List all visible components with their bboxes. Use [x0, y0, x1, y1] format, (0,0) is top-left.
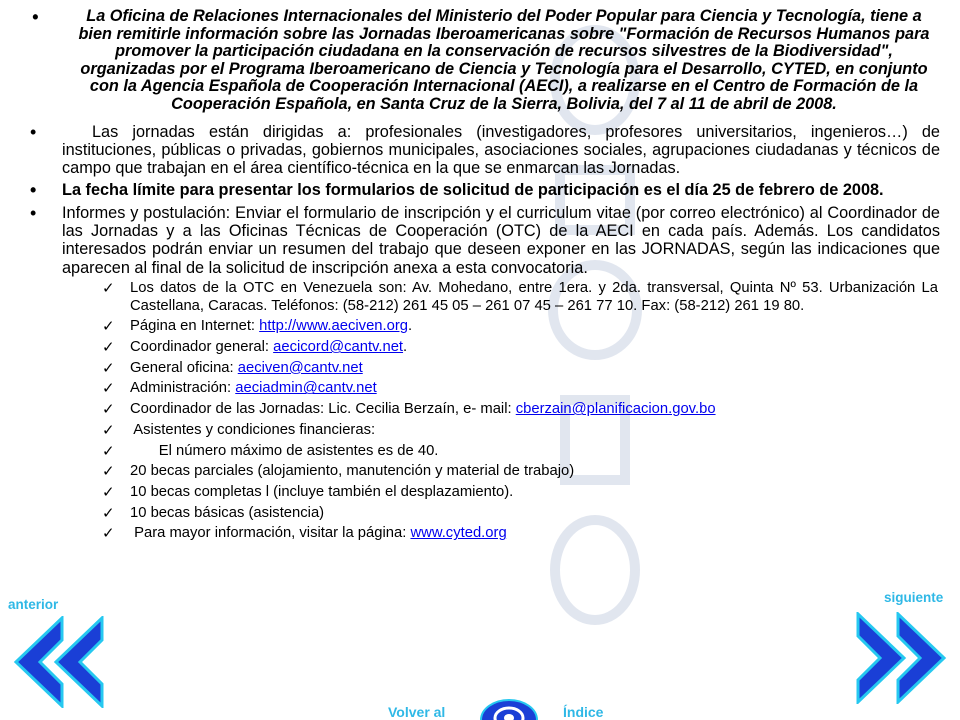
checklist-item-jornadas-coordinator [102, 401, 938, 418]
checkmark-icon: ✓ [102, 421, 115, 439]
jornadas-coordinator-label: Coordinador de las Jornadas: Lic. Cecilia Berzaín, e- mail: [130, 401, 516, 418]
checklist-item-more-info [102, 525, 938, 542]
checkmark-icon: ✓ [102, 525, 115, 543]
next-label[interactable]: siguiente [884, 590, 944, 605]
checkmark-icon: ✓ [102, 401, 115, 419]
general-coordinator-email-link[interactable]: aecicord@cantv.net [273, 339, 404, 356]
intro-paragraph [30, 8, 940, 114]
partial-grants-text: 20 becas parciales (alojamiento, manutención y material de trabajo) [130, 463, 575, 480]
checkmark-icon: ✓ [102, 359, 115, 377]
website-link[interactable]: http://www.aeciven.org [259, 318, 409, 335]
slide-content [30, 8, 940, 543]
more-info-label: Para mayor información, visitar la página: [130, 525, 411, 542]
application-text: Informes y postulación: Enviar el formulario de inscripción y el curriculum vitae (por correo electrónico) al Coordinador de las Jornadas y a las Oficinas Técnicas de Cooperación (OTC) de la AECI en cada país. Además. Los candidatos interesados podrán enviar un resumen del trabajo que deseen exponer en las JORNADAS, según las indicaciones que aparecen al final de la solicitud de inscripción anexa a esta convocatoria. [62, 203, 940, 277]
checkmark-icon: ✓ [102, 504, 115, 522]
intro-text: La Oficina de Relaciones Internacionales del Ministerio del Poder Popular para Ciencia y Tecnología, tiene a bien remitirle información sobre las Jornadas Iberoamericanas sobre "Formación de Recursos Humanos para promover la participación ciudadana en la conservación de recursos silvestres de la Biodiversidad", organizadas por el Programa Iberoamericano de Ciencia y Tecnología para el Desarrollo, CYTED, en conjunto con la Agencia Española de Cooperación Internacional (AECI), a realizarse en el Centro de Formación de la Cooperación Española, en Santa Cruz de la Sierra, Bolivia, del 7 al 11 de abril de 2008. [78, 7, 930, 113]
checklist-item-administration [102, 380, 938, 397]
attendees-text: Asistentes y condiciones financieras: [130, 421, 376, 438]
back-to-label[interactable]: Volver al [388, 704, 446, 720]
checklist-item-partial-grants [102, 463, 938, 480]
cyted-website-link[interactable]: www.cyted.org [410, 525, 507, 542]
checkmark-icon: ✓ [102, 339, 115, 357]
audience-text: Las jornadas están dirigidas a: profesionales (investigadores, profesores universitarios, ingenieros…) de instituciones, públicas o privadas, gobiernos municipales, asociaciones sociales, agrupaciones ciudadanas y técnicos de campo que trabajan en el área científico-técnica en la que se enmarcan las Jornadas. [62, 122, 940, 178]
administration-label: Administración: [130, 380, 236, 397]
deadline-paragraph [30, 181, 940, 199]
next-arrow-icon[interactable] [848, 612, 948, 704]
checklist-item-basic-grants [102, 505, 938, 522]
bullet: • [30, 121, 37, 142]
punctuation: . [403, 339, 408, 356]
checkmark-icon: ✓ [102, 483, 115, 501]
checklist-item-otc [102, 280, 938, 314]
checkmark-icon: ✓ [102, 380, 115, 398]
checklist-item-max-attendees [102, 443, 938, 460]
bullet: • [30, 202, 37, 223]
checklist-item-office [102, 360, 938, 377]
audience-paragraph [30, 123, 940, 178]
index-home-icon[interactable] [478, 698, 540, 720]
checklist-item-full-grants [102, 484, 938, 501]
office-label: General oficina: [130, 359, 238, 376]
previous-label[interactable]: anterior [8, 597, 59, 612]
punctuation: . [408, 318, 413, 335]
previous-arrow-icon[interactable] [12, 616, 112, 708]
deadline-text: La fecha límite para presentar los formularios de solicitud de participación es el día 25 de febrero de 2008. [62, 181, 884, 200]
bullet: • [32, 7, 39, 27]
checklist-item-website [102, 318, 938, 335]
website-label: Página en Internet: [130, 318, 260, 335]
bullet: • [30, 180, 37, 201]
general-coordinator-label: Coordinador general: [130, 339, 274, 356]
otc-text: Los datos de la OTC en Venezuela son: Av. Mohedano, entre 1era. y 2da. transversal, Quinta Nº 53. Urbanización La Castellana, Caracas. Teléfonos: (58-212) 261 45 05 – 261 07 45 – 261 77 10. Fax: (58-212) 261 19 80. [130, 280, 938, 314]
checkmark-icon: ✓ [102, 280, 115, 298]
index-label[interactable]: Índice [563, 704, 604, 720]
checklist-item-general-coordinator [102, 339, 938, 356]
checkmark-icon: ✓ [102, 463, 115, 481]
checkmark-icon: ✓ [102, 442, 115, 460]
checkmark-icon: ✓ [102, 318, 115, 336]
max-attendees-text: El número máximo de asistentes es de 40. [130, 442, 439, 459]
administration-email-link[interactable]: aeciadmin@cantv.net [235, 380, 377, 397]
checklist-item-attendees [102, 422, 938, 439]
jornadas-coordinator-email-link[interactable]: cberzain@planificacion.gov.bo [515, 401, 716, 418]
basic-grants-text: 10 becas básicas (asistencia) [130, 504, 325, 521]
office-email-link[interactable]: aeciven@cantv.net [237, 359, 363, 376]
application-paragraph [30, 204, 940, 277]
details-checklist [102, 280, 938, 542]
full-grants-text: 10 becas completas l (incluye también el desplazamiento). [130, 483, 514, 500]
